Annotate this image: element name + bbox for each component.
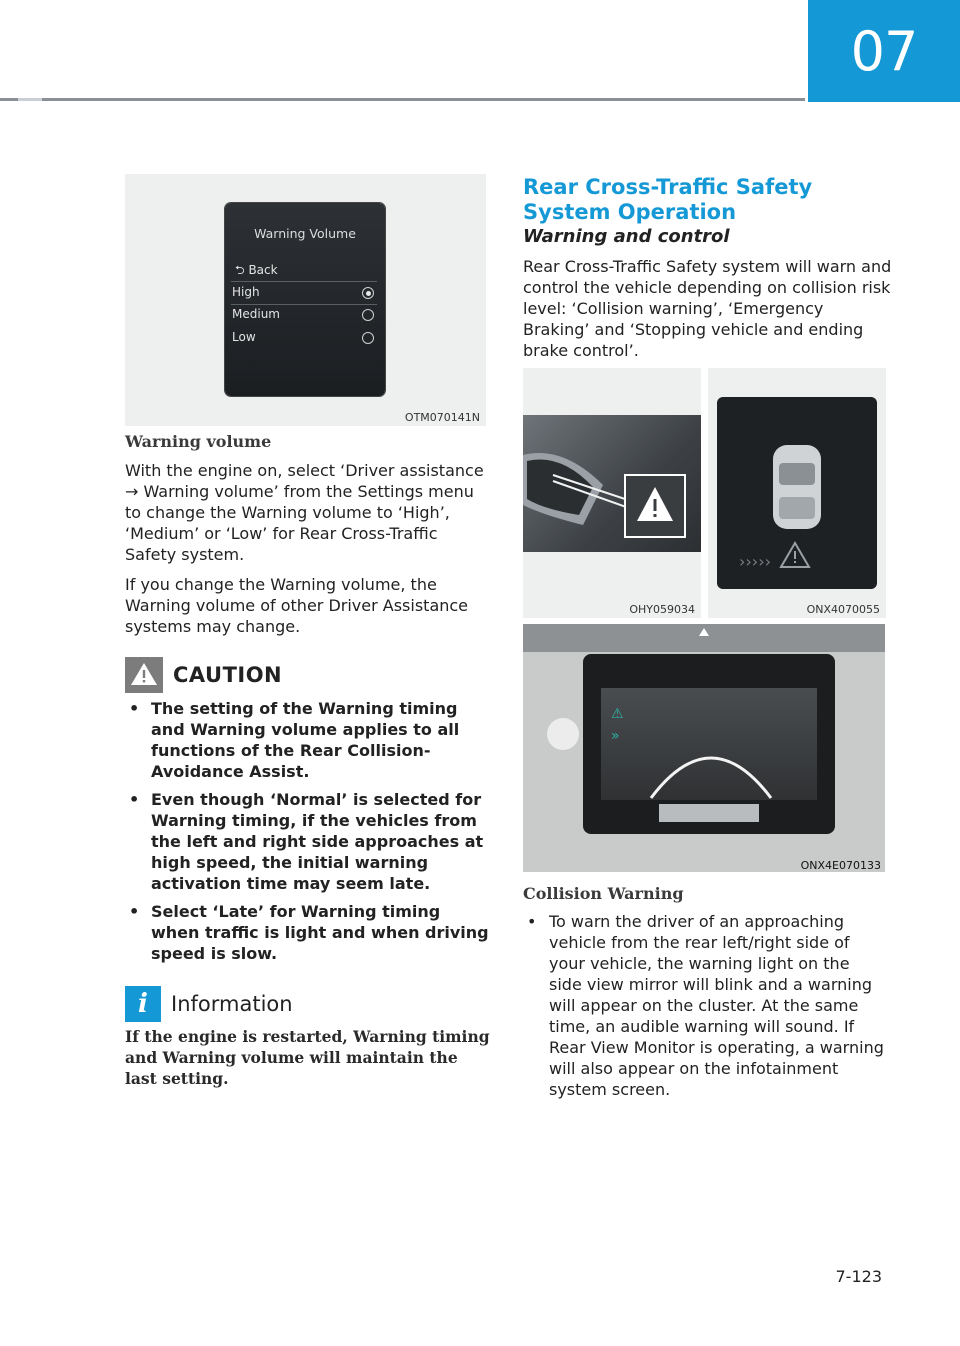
infotainment-screen: [583, 654, 835, 834]
back-label: Back: [248, 263, 278, 277]
caution-icon: [125, 657, 163, 693]
list-item: • Even though ‘Normal’ is selected for Warning timing, if the vehicles from the left and right side approaches at high speed, the initial warning activation time may seem late.: [127, 789, 489, 894]
section-subtitle: Warning and control: [523, 226, 730, 247]
option-label: Medium: [232, 307, 280, 321]
radio-empty-icon: [362, 332, 374, 344]
cluster-warning-figure: [708, 368, 886, 618]
menu-divider: [231, 281, 377, 282]
list-item: • The setting of the Warning timing and Warning volume applies to all functions of the Rear Collision-Avoidance Assist.: [127, 698, 489, 782]
information-text: If the engine is restarted, Warning timing and Warning volume will maintain the last setting.: [125, 1027, 490, 1088]
option-label: Low: [232, 330, 256, 344]
cluster-screen: [717, 397, 877, 589]
caution-list: [127, 698, 489, 971]
screen-title: Warning Volume: [254, 226, 356, 241]
collision-warning-heading: Collision Warning: [523, 884, 684, 903]
header-rule: [0, 98, 805, 101]
option-high: [232, 283, 376, 303]
warning-volume-heading: Warning volume: [125, 432, 272, 451]
section-title: Rear Cross-Traffic Safety System Operation: [523, 175, 813, 224]
page-number: 7-123: [835, 1267, 882, 1286]
warning-volume-figure: [125, 174, 486, 426]
mirror-scene: [523, 415, 701, 552]
infotainment-figure: [523, 624, 885, 872]
info-icon: i: [125, 986, 161, 1022]
option-medium: [232, 305, 376, 325]
back-item: [235, 261, 278, 282]
figure-code: ONX4070055: [806, 603, 880, 616]
option-label: High: [232, 285, 260, 299]
warning-volume-body: [125, 460, 490, 646]
paragraph: If you change the Warning volume, the Warning volume of other Driver Assistance systems may change.: [125, 575, 469, 636]
svg-text:›››››: ›››››: [739, 552, 771, 571]
figure-code: ONX4E070133: [800, 859, 881, 872]
option-low: [232, 328, 376, 348]
list-item: • Select ‘Late’ for Warning timing when traffic is light and when driving speed is slow.: [127, 901, 489, 964]
cluster-screen: [225, 203, 385, 396]
caution-label: CAUTION: [173, 663, 283, 687]
section-intro: Rear Cross-Traffic Safety system will warn and control the vehicle depending on collision risk level: ‘Collision warning’, ‘Emergency Braking’ and ‘Stopping vehicle and ending brake control’.: [523, 257, 892, 360]
figure-code: OHY059034: [629, 603, 695, 616]
collision-warning-list: [525, 911, 887, 1100]
information-heading: [125, 986, 293, 1022]
side-mirror-figure: [523, 368, 701, 618]
caution-heading: [125, 657, 282, 693]
climate-panel: [659, 804, 759, 822]
svg-text:⚠: ⚠: [611, 706, 624, 722]
chapter-tab: 07: [808, 0, 960, 102]
rear-camera-view: [601, 688, 817, 800]
radio-selected-icon: [362, 287, 374, 299]
radio-empty-icon: [362, 309, 374, 321]
svg-text:»: »: [611, 728, 620, 744]
list-item: • To warn the driver of an approaching vehicle from the rear left/right side of your vehicle, the warning light on the side view mirror will blink and a warning will appear on the cluster. At the same time, an audible warning will sound. If Rear View Monitor is operating, a warning will also appear on the infotainment system screen.: [525, 911, 887, 1100]
back-arrow-icon: ⮌: [235, 263, 245, 277]
information-label: Information: [171, 992, 293, 1016]
paragraph: With the engine on, select ‘Driver assistance → Warning volume’ from the Settings menu to change the Warning volume to ‘High’, ‘Medium’ or ‘Low’ for Rear Cross-Traffic Safety system.: [125, 461, 484, 564]
figure-code: OTM070141N: [404, 411, 480, 424]
header-rule-accent: [18, 98, 42, 101]
